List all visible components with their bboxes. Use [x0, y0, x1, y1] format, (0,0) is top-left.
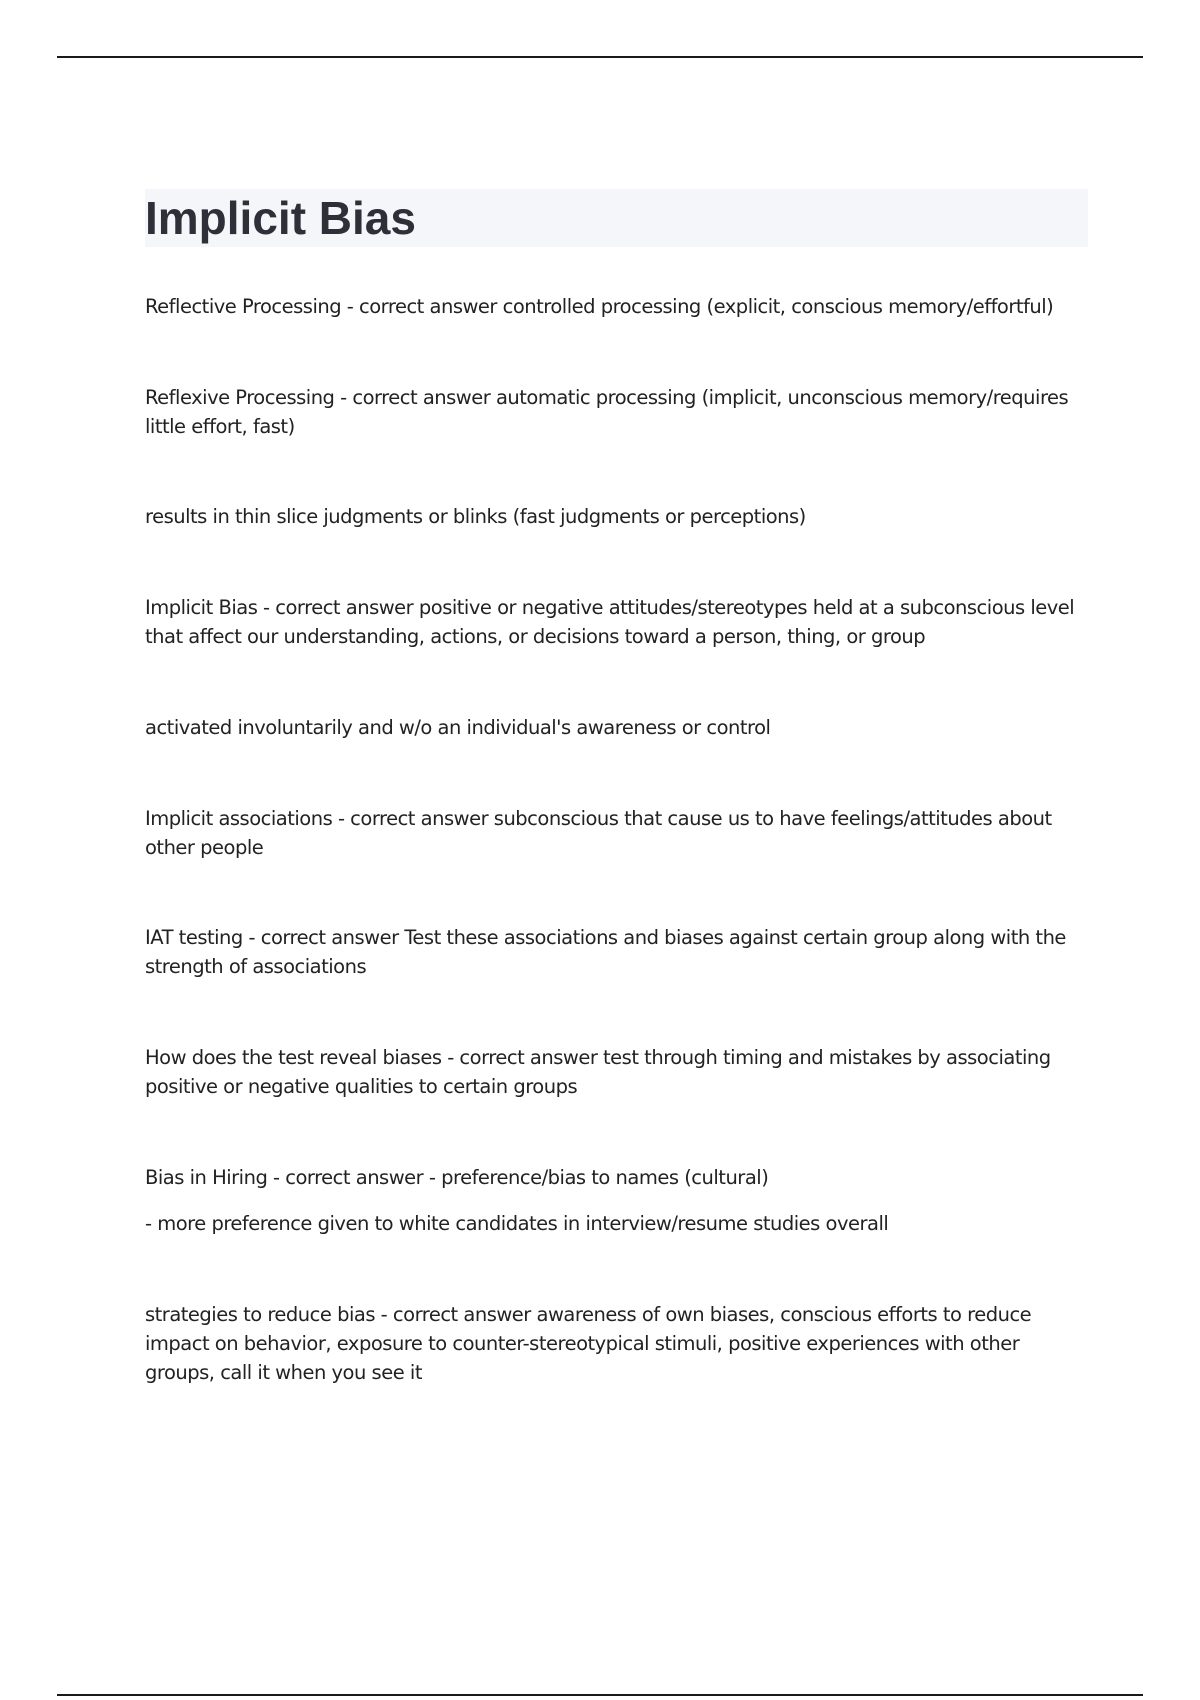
entry-thin-slice-judgments: results in thin slice judgments or blinks (fast judgments or perceptions) — [145, 505, 806, 528]
top-rule — [57, 56, 1143, 58]
entry-implicit-bias: Implicit Bias - correct answer positive or negative attitudes/stereotypes held at a subconscious level that affect our understanding, actions, or decisions toward a person, thing, or group — [145, 596, 1075, 648]
entry-reflective-processing: Reflective Processing - correct answer controlled processing (explicit, conscious memory/effortful) — [145, 295, 1054, 318]
entry-reflexive-processing: Reflexive Processing - correct answer automatic processing (implicit, unconscious memory/requires little effort, fast) — [145, 386, 1069, 438]
page-title: Implicit Bias — [145, 192, 416, 244]
entry-hiring-preference: - more preference given to white candidates in interview/resume studies overall — [145, 1212, 889, 1235]
entry-iat-testing: IAT testing - correct answer Test these associations and biases against certain group along with the strength of associations — [145, 926, 1066, 978]
entry-bias-in-hiring: Bias in Hiring - correct answer - preference/bias to names (cultural) — [145, 1166, 769, 1189]
entry-strategies-reduce-bias: strategies to reduce bias - correct answer awareness of own biases, conscious efforts to reduce impact on behavior, exposure to counter-stereotypical stimuli, positive experiences with other groups, call it when you see it — [145, 1303, 1032, 1384]
entry-implicit-associations: Implicit associations - correct answer subconscious that cause us to have feelings/attitudes about other people — [145, 807, 1052, 859]
entry-test-reveal-biases: How does the test reveal biases - correct answer test through timing and mistakes by associating positive or negative qualities to certain groups — [145, 1046, 1051, 1098]
entry-activated-involuntarily: activated involuntarily and w/o an individual's awareness or control — [145, 716, 771, 739]
bottom-rule — [57, 1694, 1143, 1696]
